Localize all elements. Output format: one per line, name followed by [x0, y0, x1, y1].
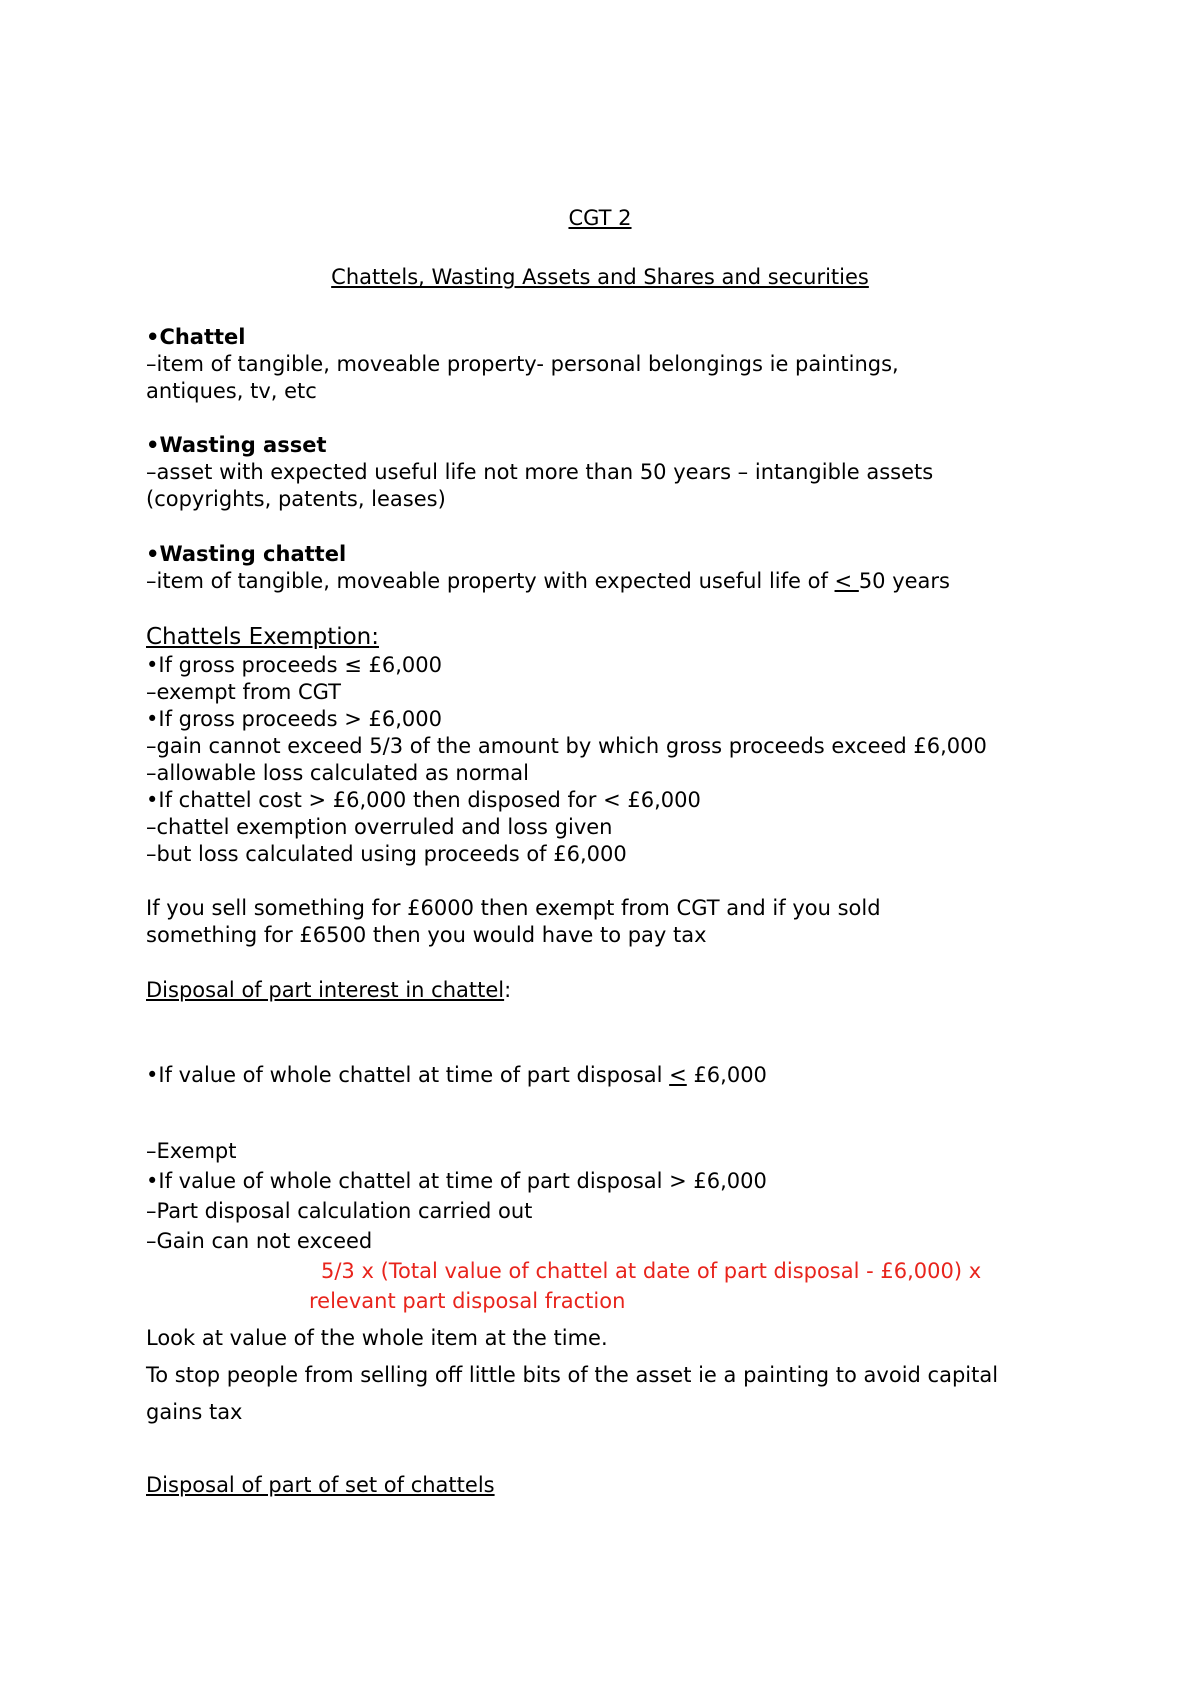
definition-line: –asset with expected useful life not more than 50 years – intangible assets [146, 460, 934, 484]
definition-line: –item of tangible, moveable property with expected useful life of < 50 years [146, 569, 951, 593]
exemption-line: •If gross proceeds ≤ £6,000 [146, 653, 442, 677]
term-wasting-chattel: •Wasting chattel [146, 542, 347, 566]
term-chattel: •Chattel [146, 325, 246, 349]
exemption-heading: Chattels Exemption: [146, 624, 379, 650]
part-interest-line: –Part disposal calculation carried out [146, 1199, 533, 1223]
part-interest-line: –Gain can not exceed [146, 1229, 373, 1253]
part-interest-heading: Disposal of part interest in chattel: [146, 978, 512, 1002]
part-interest-condition: •If value of whole chattel at time of part disposal < £6,000 [146, 1063, 767, 1087]
note-line: If you sell something for £6000 then exempt from CGT and if you sold [146, 896, 881, 920]
exemption-line: –chattel exemption overruled and loss given [146, 815, 613, 839]
explain-line: gains tax [146, 1400, 243, 1424]
exemption-line: –allowable loss calculated as normal [146, 761, 529, 785]
doc-subtitle: Chattels, Wasting Assets and Shares and securities [331, 265, 869, 289]
exemption-line: –but loss calculated using proceeds of £6,000 [146, 842, 627, 866]
note-line: something for £6500 then you would have to pay tax [146, 923, 707, 947]
definition-line: (copyrights, patents, leases) [146, 487, 446, 511]
exemption-line: •If gross proceeds > £6,000 [146, 707, 442, 731]
formula-line: relevant part disposal fraction [309, 1289, 626, 1313]
exemption-line: –gain cannot exceed 5/3 of the amount by which gross proceeds exceed £6,000 [146, 734, 987, 758]
explain-line: To stop people from selling off little bits of the asset ie a painting to avoid capital [146, 1363, 999, 1387]
exemption-line: –exempt from CGT [146, 680, 342, 704]
term-wasting-asset: •Wasting asset [146, 433, 327, 457]
exemption-line: •If chattel cost > £6,000 then disposed for < £6,000 [146, 788, 701, 812]
formula-line: 5/3 x (Total value of chattel at date of part disposal - £6,000) x [321, 1259, 982, 1283]
doc-title: CGT 2 [568, 206, 632, 230]
set-heading: Disposal of part of set of chattels [146, 1473, 495, 1497]
explain-line: Look at value of the whole item at the time. [146, 1326, 608, 1350]
definition-line: antiques, tv, etc [146, 379, 317, 403]
definition-line: –item of tangible, moveable property- personal belongings ie paintings, [146, 352, 899, 376]
part-interest-line: •If value of whole chattel at time of part disposal > £6,000 [146, 1169, 767, 1193]
part-interest-line: –Exempt [146, 1139, 237, 1163]
